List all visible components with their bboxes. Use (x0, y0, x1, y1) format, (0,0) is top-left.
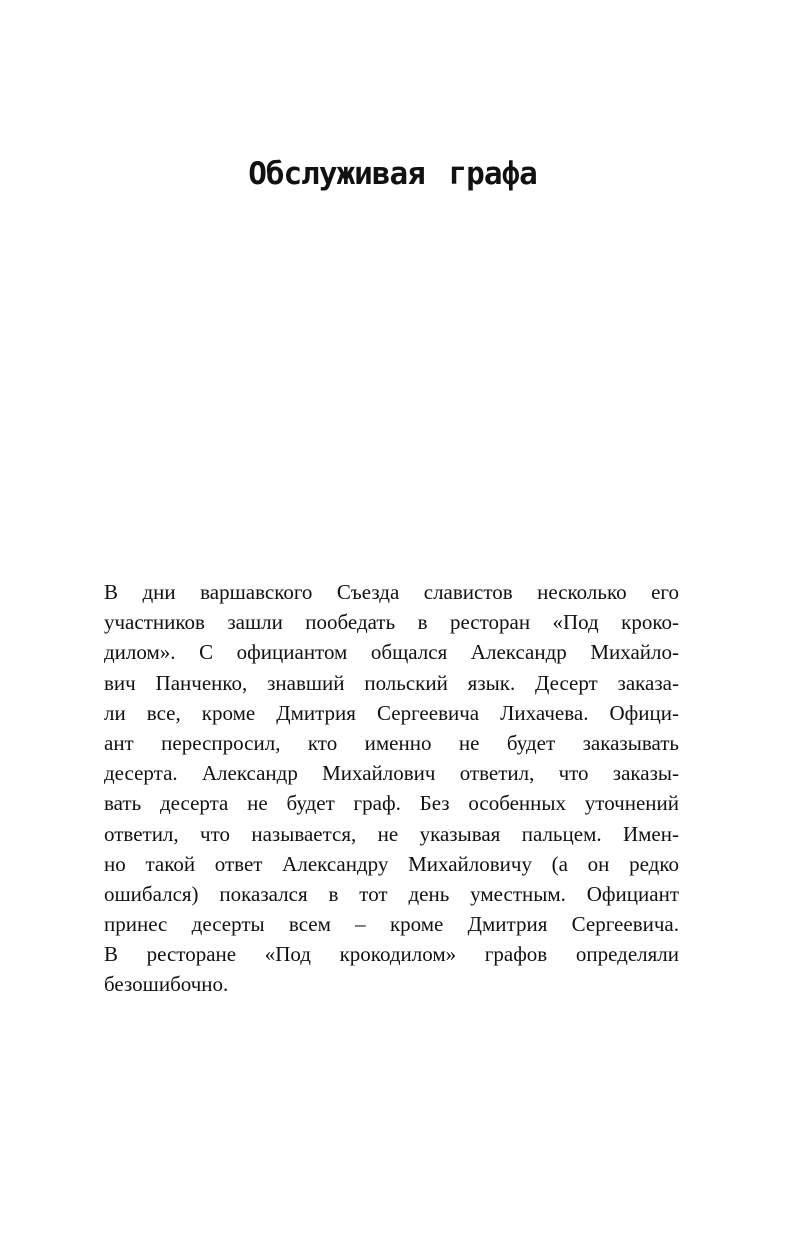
paragraph-line: В ресторане «Под крокодилом» графов определяли (104, 942, 679, 967)
body-paragraph (104, 577, 679, 1000)
paragraph-line: ант переспросил, кто именно не будет заказывать (104, 730, 679, 755)
paragraph-line: участников зашли пообедать в ресторан «Под кроко- (104, 610, 679, 635)
paragraph-line: безошибочно. (104, 972, 229, 997)
paragraph-line: ответил, что называется, не указывая пальцем. Имен- (104, 821, 679, 846)
paragraph-line: ошибался) показался в тот день уместным. Официант (104, 881, 679, 906)
paragraph-line: вать десерта не будет граф. Без особенных уточнений (104, 791, 679, 816)
paragraph-line: десерта. Александр Михайлович ответил, что заказы- (104, 761, 679, 786)
paragraph-line: вич Панченко, знавший польский язык. Десерт заказа- (104, 670, 679, 695)
paragraph-line: дилом». С официантом общался Александр Михайло- (104, 640, 679, 665)
paragraph-line: принес десерты всем – кроме Дмитрия Сергеевича. (104, 912, 679, 937)
paragraph-line: но такой ответ Александру Михайловичу (а он редко (104, 851, 679, 876)
page-title: Обслуживая графа (248, 156, 537, 192)
paragraph-line: ли все, кроме Дмитрия Сергеевича Лихачева. Офици- (104, 700, 679, 725)
paragraph-line: В дни варшавского Съезда славистов несколько его (104, 580, 679, 604)
